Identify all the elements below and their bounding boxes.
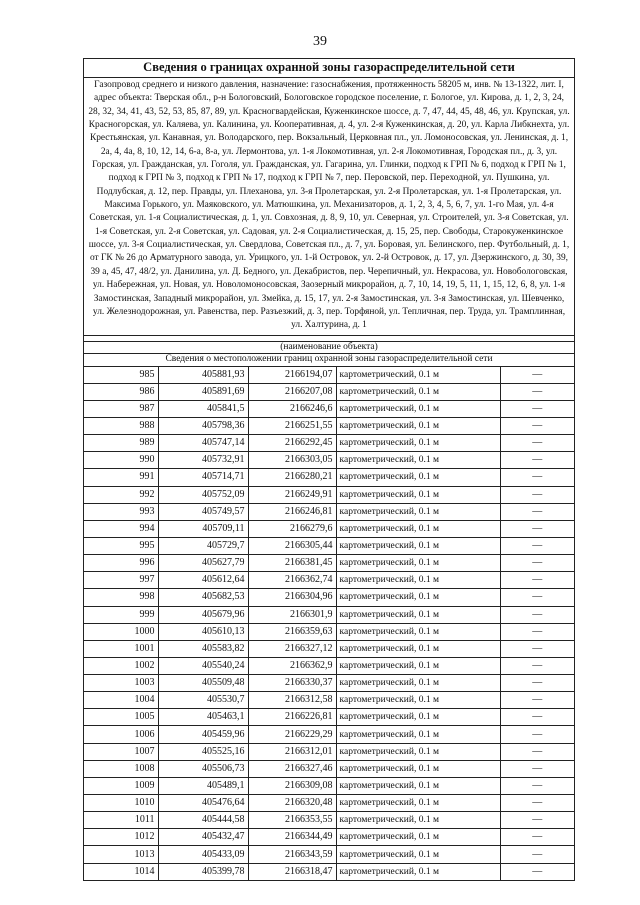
x-coordinate-cell: 405530,7 — [158, 692, 248, 709]
x-coordinate-cell: 405399,78 — [158, 863, 248, 880]
y-coordinate-cell: 2166304,96 — [248, 589, 336, 606]
method-accuracy-cell: картометрический, 0.1 м — [336, 520, 500, 537]
sheet-title: Сведения о границах охранной зоны газораспределительной сети — [84, 59, 574, 78]
method-accuracy-cell: картометрический, 0.1 м — [336, 623, 500, 640]
table-row — [84, 555, 574, 572]
point-description-cell: — — [500, 400, 574, 417]
method-accuracy-cell: картометрический, 0.1 м — [336, 417, 500, 434]
point-description-cell: — — [500, 846, 574, 863]
method-accuracy-cell: картометрический, 0.1 м — [336, 726, 500, 743]
y-coordinate-cell: 2166327,12 — [248, 640, 336, 657]
x-coordinate-cell: 405432,47 — [158, 829, 248, 846]
table-row — [84, 657, 574, 674]
coordinates-table — [84, 367, 574, 880]
method-accuracy-cell: картометрический, 0.1 м — [336, 606, 500, 623]
point-number-cell: 1008 — [84, 760, 158, 777]
point-description-cell: — — [500, 709, 574, 726]
y-coordinate-cell: 2166303,05 — [248, 452, 336, 469]
point-number-cell: 997 — [84, 572, 158, 589]
point-number-cell: 1013 — [84, 846, 158, 863]
y-coordinate-cell: 2166312,01 — [248, 743, 336, 760]
table-row — [84, 692, 574, 709]
table-row — [84, 589, 574, 606]
x-coordinate-cell: 405476,64 — [158, 795, 248, 812]
method-accuracy-cell: картометрический, 0.1 м — [336, 863, 500, 880]
y-coordinate-cell: 2166327,46 — [248, 760, 336, 777]
table-row — [84, 606, 574, 623]
x-coordinate-cell: 405732,91 — [158, 452, 248, 469]
method-accuracy-cell: картометрический, 0.1 м — [336, 469, 500, 486]
table-row — [84, 709, 574, 726]
y-coordinate-cell: 2166229,29 — [248, 726, 336, 743]
x-coordinate-cell: 405891,69 — [158, 383, 248, 400]
y-coordinate-cell: 2166318,47 — [248, 863, 336, 880]
x-coordinate-cell: 405679,96 — [158, 606, 248, 623]
point-number-cell: 999 — [84, 606, 158, 623]
point-number-cell: 1001 — [84, 640, 158, 657]
y-coordinate-cell: 2166381,45 — [248, 555, 336, 572]
point-number-cell: 990 — [84, 452, 158, 469]
point-description-cell: — — [500, 743, 574, 760]
x-coordinate-cell: 405463,1 — [158, 709, 248, 726]
x-coordinate-cell: 405752,09 — [158, 486, 248, 503]
point-number-cell: 1006 — [84, 726, 158, 743]
x-coordinate-cell: 405798,36 — [158, 417, 248, 434]
y-coordinate-cell: 2166249,91 — [248, 486, 336, 503]
table-row — [84, 623, 574, 640]
x-coordinate-cell: 405729,7 — [158, 537, 248, 554]
point-description-cell: — — [500, 367, 574, 384]
point-description-cell: — — [500, 812, 574, 829]
method-accuracy-cell: картометрический, 0.1 м — [336, 640, 500, 657]
point-number-cell: 994 — [84, 520, 158, 537]
y-coordinate-cell: 2166330,37 — [248, 675, 336, 692]
method-accuracy-cell: картометрический, 0.1 м — [336, 657, 500, 674]
table-row — [84, 743, 574, 760]
method-accuracy-cell: картометрический, 0.1 м — [336, 829, 500, 846]
y-coordinate-cell: 2166280,21 — [248, 469, 336, 486]
point-number-cell: 1009 — [84, 777, 158, 794]
method-accuracy-cell: картометрический, 0.1 м — [336, 435, 500, 452]
point-description-cell: — — [500, 640, 574, 657]
method-accuracy-cell: картометрический, 0.1 м — [336, 555, 500, 572]
point-description-cell: — — [500, 469, 574, 486]
x-coordinate-cell: 405841,5 — [158, 400, 248, 417]
x-coordinate-cell: 405612,64 — [158, 572, 248, 589]
point-description-cell: — — [500, 435, 574, 452]
point-number-cell: 987 — [84, 400, 158, 417]
point-number-cell: 1004 — [84, 692, 158, 709]
table-row — [84, 503, 574, 520]
y-coordinate-cell: 2166246,81 — [248, 503, 336, 520]
point-number-cell: 1010 — [84, 795, 158, 812]
point-number-cell: 1007 — [84, 743, 158, 760]
y-coordinate-cell: 2166246,6 — [248, 400, 336, 417]
point-number-cell: 1002 — [84, 657, 158, 674]
x-coordinate-cell: 405525,16 — [158, 743, 248, 760]
method-accuracy-cell: картометрический, 0.1 м — [336, 675, 500, 692]
point-number-cell: 991 — [84, 469, 158, 486]
point-description-cell: — — [500, 537, 574, 554]
point-number-cell: 1000 — [84, 623, 158, 640]
table-row — [84, 760, 574, 777]
x-coordinate-cell: 405881,93 — [158, 367, 248, 384]
point-number-cell: 1003 — [84, 675, 158, 692]
y-coordinate-cell: 2166359,63 — [248, 623, 336, 640]
table-row — [84, 537, 574, 554]
table-row — [84, 640, 574, 657]
x-coordinate-cell: 405489,1 — [158, 777, 248, 794]
point-number-cell: 1014 — [84, 863, 158, 880]
point-description-cell: — — [500, 486, 574, 503]
point-number-cell: 996 — [84, 555, 158, 572]
point-description-cell: — — [500, 829, 574, 846]
point-description-cell: — — [500, 863, 574, 880]
x-coordinate-cell: 405610,13 — [158, 623, 248, 640]
table-row — [84, 726, 574, 743]
table-row — [84, 383, 574, 400]
point-number-cell: 985 — [84, 367, 158, 384]
y-coordinate-cell: 2166343,59 — [248, 846, 336, 863]
x-coordinate-cell: 405747,14 — [158, 435, 248, 452]
table-row — [84, 452, 574, 469]
x-coordinate-cell: 405540,24 — [158, 657, 248, 674]
point-number-cell: 995 — [84, 537, 158, 554]
point-description-cell: — — [500, 572, 574, 589]
point-number-cell: 986 — [84, 383, 158, 400]
method-accuracy-cell: картометрический, 0.1 м — [336, 846, 500, 863]
page-number: 39 — [313, 34, 327, 49]
table-row — [84, 435, 574, 452]
method-accuracy-cell: картометрический, 0.1 м — [336, 572, 500, 589]
y-coordinate-cell: 2166301,9 — [248, 606, 336, 623]
x-coordinate-cell: 405709,11 — [158, 520, 248, 537]
x-coordinate-cell: 405627,79 — [158, 555, 248, 572]
point-description-cell: — — [500, 726, 574, 743]
table-row — [84, 520, 574, 537]
method-accuracy-cell: картометрический, 0.1 м — [336, 812, 500, 829]
table-row — [84, 812, 574, 829]
method-accuracy-cell: картометрический, 0.1 м — [336, 777, 500, 794]
method-accuracy-cell: картометрический, 0.1 м — [336, 400, 500, 417]
point-description-cell: — — [500, 657, 574, 674]
y-coordinate-cell: 2166251,55 — [248, 417, 336, 434]
y-coordinate-cell: 2166353,55 — [248, 812, 336, 829]
y-coordinate-cell: 2166226,81 — [248, 709, 336, 726]
table-row — [84, 795, 574, 812]
method-accuracy-cell: картометрический, 0.1 м — [336, 452, 500, 469]
point-description-cell: — — [500, 417, 574, 434]
method-accuracy-cell: картометрический, 0.1 м — [336, 486, 500, 503]
point-description-cell: — — [500, 606, 574, 623]
x-coordinate-cell: 405714,71 — [158, 469, 248, 486]
point-description-cell: — — [500, 503, 574, 520]
object-name-caption: (наименование объекта) — [84, 342, 574, 354]
y-coordinate-cell: 2166312,58 — [248, 692, 336, 709]
table-row — [84, 675, 574, 692]
y-coordinate-cell: 2166207,08 — [248, 383, 336, 400]
point-description-cell: — — [500, 795, 574, 812]
table-row — [84, 572, 574, 589]
y-coordinate-cell: 2166344,49 — [248, 829, 336, 846]
y-coordinate-cell: 2166362,74 — [248, 572, 336, 589]
method-accuracy-cell: картометрический, 0.1 м — [336, 692, 500, 709]
point-number-cell: 992 — [84, 486, 158, 503]
y-coordinate-cell: 2166320,48 — [248, 795, 336, 812]
section-heading: Сведения о местоположении границ охранной зоны газораспределительной сети — [84, 354, 574, 367]
table-row — [84, 846, 574, 863]
table-row — [84, 829, 574, 846]
x-coordinate-cell: 405444,58 — [158, 812, 248, 829]
method-accuracy-cell: картометрический, 0.1 м — [336, 795, 500, 812]
point-description-cell: — — [500, 452, 574, 469]
method-accuracy-cell: картометрический, 0.1 м — [336, 709, 500, 726]
x-coordinate-cell: 405459,96 — [158, 726, 248, 743]
x-coordinate-cell: 405583,82 — [158, 640, 248, 657]
table-row — [84, 486, 574, 503]
y-coordinate-cell: 2166279,6 — [248, 520, 336, 537]
point-description-cell: — — [500, 589, 574, 606]
table-row — [84, 863, 574, 880]
x-coordinate-cell: 405509,48 — [158, 675, 248, 692]
x-coordinate-cell: 405682,53 — [158, 589, 248, 606]
point-number-cell: 1011 — [84, 812, 158, 829]
point-description-cell: — — [500, 692, 574, 709]
y-coordinate-cell: 2166362,9 — [248, 657, 336, 674]
point-description-cell: — — [500, 760, 574, 777]
point-number-cell: 989 — [84, 435, 158, 452]
x-coordinate-cell: 405749,57 — [158, 503, 248, 520]
x-coordinate-cell: 405433,09 — [158, 846, 248, 863]
point-description-cell: — — [500, 520, 574, 537]
point-number-cell: 1005 — [84, 709, 158, 726]
method-accuracy-cell: картометрический, 0.1 м — [336, 503, 500, 520]
table-row — [84, 417, 574, 434]
point-number-cell: 988 — [84, 417, 158, 434]
object-description: Газопровод среднего и низкого давления, назначение: газоснабжения, протяженность 58205 м, инв. № 13-1322, лит. I, адрес объекта: Тверская обл., р-н Бологовский, Бологовское городское поселение, г. Бологое, ул. Кирова, д. 1, 2, 3, 24, 28, 32, 34, 41, 43, 52, 53, 85, 87, 89, ул. Красногвардейская, Куженкинское шоссе, д. 7, 47, 44, 45, 48, 46, ул. Крупская, ул. Красногорская, ул. Каляева, ул. Калинина, ул. Кооперативная, д. 4, ул. 2-я Куженкинская, д. 20, ул. Карла Либкнехта, ул. Крестьянская, ул. Канавная, ул. Володарского, пер. Вокзальный, Церковная пл., ул. Ломоносовская, ул. Ленинская, д. 1, 2а, 4, 4а, 8, 10, 12, 14, 6-а, 8-а, ул. Лермонтова, ул. 1-я Локомотивная, ул. 2-я Локомотивная, Городская пл., д. 3, ул. Горская, ул. Гражданская, ул. Гоголя, ул. Гражданская, ул. Гагарина, ул. Глинки, подход к ГРП № 6, подход к ГРП № 1, подход к ГРП № 3, подход к ГРП № 17, подход к ГРП № 7, пер. Перовской, пер. Переходной, ул. Пушкина, ул. Подлубская, д. 12, пер. Правды, ул. Плеханова, ул. 3-я Пролетарская, ул. 2-я Пролетарская, ул. 1-я Пролетарская, ул. Максима Горького, ул. Маяковского, ул. Матюшкина, ул. Механизаторов, д. 1, 2, 3, 4, 5, 6, 7, ул. 1-го Мая, ул. 4-я Советская, ул. 1-я Социалистическая, д. 1, ул. Совхозная, д. 8, 9, 10, ул. Северная, ул. Строителей, ул. 3-я Советская, ул. 1-я Советская, ул. 2-я Советская, ул. Садовая, ул. 2-я Социалистическая, д. 15, 25, пер. Свободы, Старокуженкинское шоссе, ул. 3-я Социалистическая, ул. Свердлова, Советская пл., д. 7, ул. Боровая, ул. Белинского, пер. Футбольный, д. 1, от ГК № 26 до Арматурного завода, ул. Урицкого, ул. 1-й Островок, ул. 2-й Островок, д. 17, ул. Дзержинского, д. 30, 39, 39 а, 45, 47, 48/2, ул. Данилина, ул. Д. Бедного, ул. Декабристов, пер. Черепичный, ул. Некрасова, ул. Новобологовская, ул. Набережная, ул. Новая, ул. Новоломоносовская, Заозерный микрорайон, д. 7, 10, 14, 19, 5, 11, 1, 15, 12, 6, 8, ул. 1-я Замостинская, Западный микрорайон, ул. Змейка, д. 15, 17, ул. 2-я Замостинская, ул. 3-я Замостинская, ул. Шевченко, ул. Железнодорожная, ул. Равенства, пер. Разъезжий, д. 3, пер. Торфяной, ул. Тепличная, пер. Труда, ул. Трамплинная, ул. Халтурина, д. 1 — [84, 78, 574, 336]
point-description-cell: — — [500, 555, 574, 572]
table-row — [84, 367, 574, 384]
table-row — [84, 400, 574, 417]
method-accuracy-cell: картометрический, 0.1 м — [336, 537, 500, 554]
point-number-cell: 998 — [84, 589, 158, 606]
method-accuracy-cell: картометрический, 0.1 м — [336, 383, 500, 400]
y-coordinate-cell: 2166194,07 — [248, 367, 336, 384]
method-accuracy-cell: картометрический, 0.1 м — [336, 589, 500, 606]
zone-info-sheet — [83, 58, 575, 881]
method-accuracy-cell: картометрический, 0.1 м — [336, 743, 500, 760]
point-number-cell: 1012 — [84, 829, 158, 846]
table-row — [84, 777, 574, 794]
coordinates-table-body — [84, 367, 574, 880]
method-accuracy-cell: картометрический, 0.1 м — [336, 760, 500, 777]
point-description-cell: — — [500, 383, 574, 400]
x-coordinate-cell: 405506,73 — [158, 760, 248, 777]
point-description-cell: — — [500, 623, 574, 640]
point-description-cell: — — [500, 675, 574, 692]
point-description-cell: — — [500, 777, 574, 794]
y-coordinate-cell: 2166292,45 — [248, 435, 336, 452]
table-row — [84, 469, 574, 486]
y-coordinate-cell: 2166309,08 — [248, 777, 336, 794]
y-coordinate-cell: 2166305,44 — [248, 537, 336, 554]
method-accuracy-cell: картометрический, 0.1 м — [336, 367, 500, 384]
point-number-cell: 993 — [84, 503, 158, 520]
